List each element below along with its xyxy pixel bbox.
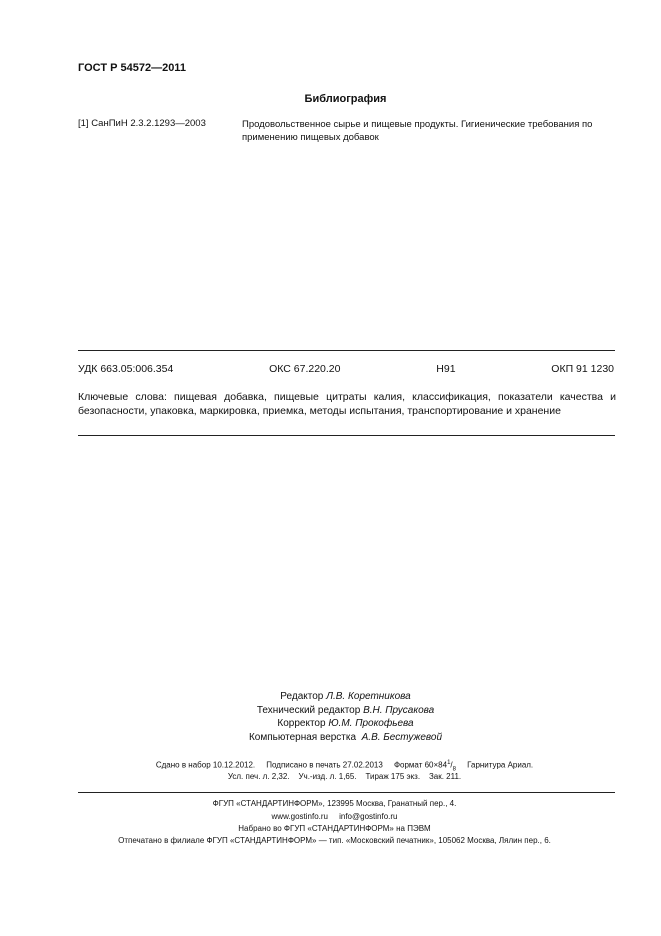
classification-codes [78, 363, 614, 375]
corrector-line: Корректор Ю.М. Прокофьева [277, 718, 414, 729]
typeset-note: Набрано во ФГУП «СТАНДАРТИНФОРМ» на ПЭВМ [238, 824, 431, 833]
publisher-website[interactable]: www.gostinfo.ru [271, 812, 328, 821]
bibliography-ref: [1] СанПиН 2.3.2.1293—2003 [78, 118, 206, 129]
divider-top [78, 350, 615, 351]
divider-footer [78, 792, 615, 793]
oks-code: ОКС 67.220.20 [269, 363, 341, 375]
keywords-paragraph: Ключевые слова: пищевая добавка, пищевые цитраты калия, классификация, показатели качества и безопасности, упаковка, маркировка, приемка, методы испытания, транспортирование и хранение [78, 391, 616, 417]
editors-block [0, 690, 661, 744]
udk-code: УДК 663.05:006.354 [78, 363, 174, 375]
divider-bottom [78, 435, 615, 436]
tech-editor-line: Технический редактор В.Н. Прусакова [256, 704, 435, 716]
document-code-header: ГОСТ Р 54572—2011 [78, 62, 186, 74]
group-code: Н91 [436, 363, 456, 375]
okp-code: ОКП 91 1230 [551, 363, 614, 375]
imprint-line-1: Сдано в набор 10.12.2012. Подписано в печать 27.02.2013 Формат $60\times 84^1/_8$ Гарнитура Ариал. [155, 760, 534, 773]
editor-line: Редактор Л.В. Коретникова [280, 691, 411, 702]
publisher-address: ФГУП «СТАНДАРТИНФОРМ», 123995 Москва, Гранатный пер., 4. [212, 799, 457, 808]
layout-line: Компьютерная верстка А.В. Бестужевой [248, 731, 443, 743]
printing-note: Отпечатано в филиале ФГУП «СТАНДАРТИНФОРМ» — тип. «Московский печатник», 105062 Москва, Лялин пер., 6. [118, 836, 551, 845]
bibliography-title: Библиография [304, 93, 387, 105]
imprint-line-2: Усл. печ. л. 2,32. Уч.-изд. л. 1,65. Тираж 175 экз. Зак. 211. [227, 772, 462, 781]
bibliography-description: Продовольственное сырье и пищевые продукты. Гигиенические требования по применению пищевых добавок [242, 119, 593, 143]
publisher-email[interactable]: info@gostinfo.ru [339, 812, 398, 821]
